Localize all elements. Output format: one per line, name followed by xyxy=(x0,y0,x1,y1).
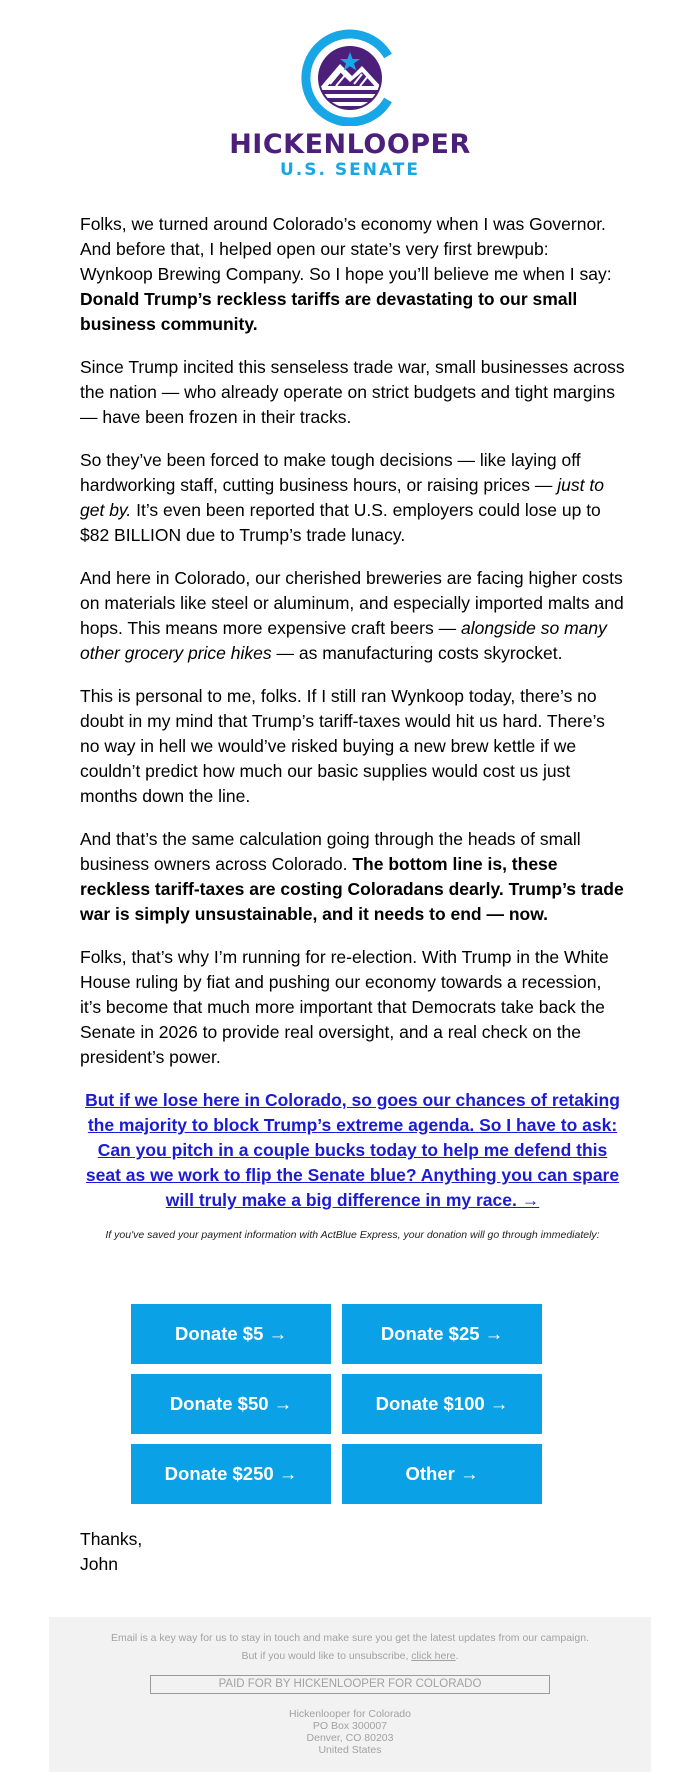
donate-buttons xyxy=(131,1304,541,1504)
campaign-logo xyxy=(0,26,700,180)
paragraph-6: And that’s the same calculation going through the heads of small business owners across Colorado. The bottom line is, these reckless tariff-taxes are costing Coloradans dearly. Trump’s trade war is simply unsustainable, and it needs to end — now. xyxy=(80,829,624,924)
paid-for-disclaimer: PAID FOR BY HICKENLOOPER FOR COLORADO xyxy=(150,1675,550,1694)
email-footer xyxy=(49,1617,651,1772)
actblue-express-note: If you've saved your payment information with ActBlue Express, your donation will go through immediately: xyxy=(105,1229,600,1241)
signoff xyxy=(80,1527,142,1577)
logo-emblem-icon xyxy=(300,26,400,126)
mailing-address xyxy=(49,1708,651,1756)
signoff-thanks: Thanks, xyxy=(80,1529,143,1549)
cta-block xyxy=(80,1088,625,1213)
signoff-name: John xyxy=(80,1554,118,1574)
address-line: PO Box 300007 xyxy=(312,1720,388,1732)
logo-subtitle: U.S. SENATE xyxy=(279,160,420,180)
paragraph-2: Since Trump incited this senseless trade war, small businesses across the nation — who already operate on strict budgets and tight margins — have been frozen in their tracks. xyxy=(80,357,625,427)
address-line: United States xyxy=(318,1744,382,1756)
paragraph-1: Folks, we turned around Colorado’s economy when I was Governor. And before that, I helped open our state’s very first brewpub: Wynkoop Brewing Company. So I hope you’ll believe me when I say: Donald Trump’s reckless tariffs are devastating to our small business community. xyxy=(80,214,612,334)
donate-5-button[interactable]: Donate $5 → xyxy=(131,1304,331,1364)
donate-50-button[interactable]: Donate $50 → xyxy=(131,1374,331,1434)
donate-100-button[interactable]: Donate $100 → xyxy=(342,1374,542,1434)
address-line: Denver, CO 80203 xyxy=(306,1732,394,1744)
donate-other-button[interactable]: Other → xyxy=(342,1444,542,1504)
donate-250-button[interactable]: Donate $250 → xyxy=(131,1444,331,1504)
logo-name: HICKENLOOPER xyxy=(229,129,471,160)
paragraph-4: And here in Colorado, our cherished breweries are facing higher costs on materials like steel or aluminum, and especially imported malts and hops. This means more expensive craft beers — alongside so many other grocery price hikes — as manufacturing costs skyrocket. xyxy=(80,568,624,663)
footer-unsubscribe-line: But if you would like to unsubscribe, click here. xyxy=(241,1650,459,1662)
footer-message: Email is a key way for us to stay in touch and make sure you get the latest updates from our campaign. xyxy=(111,1632,589,1644)
unsubscribe-link[interactable]: click here xyxy=(411,1650,456,1662)
donate-25-button[interactable]: Donate $25 → xyxy=(342,1304,542,1364)
address-line: Hickenlooper for Colorado xyxy=(289,1708,411,1720)
paragraph-5: This is personal to me, folks. If I still ran Wynkoop today, there’s no doubt in my mind that Trump’s tariff-taxes would hit us hard. There’s no way in hell we would’ve risked buying a new brew kettle if we couldn’t predict how much our basic supplies would cost us just months down the line. xyxy=(80,686,605,806)
email-body xyxy=(80,212,625,1241)
paragraph-3: So they’ve been forced to make tough decisions — like laying off hardworking staff, cutting business hours, or raising prices — just to get by. It’s even been reported that U.S. employers could lose up to $82 BILLION due to Trump’s trade lunacy. xyxy=(80,450,604,545)
paragraph-7: Folks, that’s why I’m running for re-election. With Trump in the White House ruling by fiat and pushing our economy towards a recession, it’s become that much more important that Democrats take back the Senate in 2026 to provide real oversight, and a real check on the president’s power. xyxy=(80,947,609,1067)
donate-cta-link[interactable]: But if we lose here in Colorado, so goes our chances of retaking the majority to block Trump’s extreme agenda. So I have to ask: Can you pitch in a couple bucks today to help me defend this seat as we work to flip the Senate blue? Anything you can spare will truly make a big difference in my race. → xyxy=(85,1090,620,1210)
